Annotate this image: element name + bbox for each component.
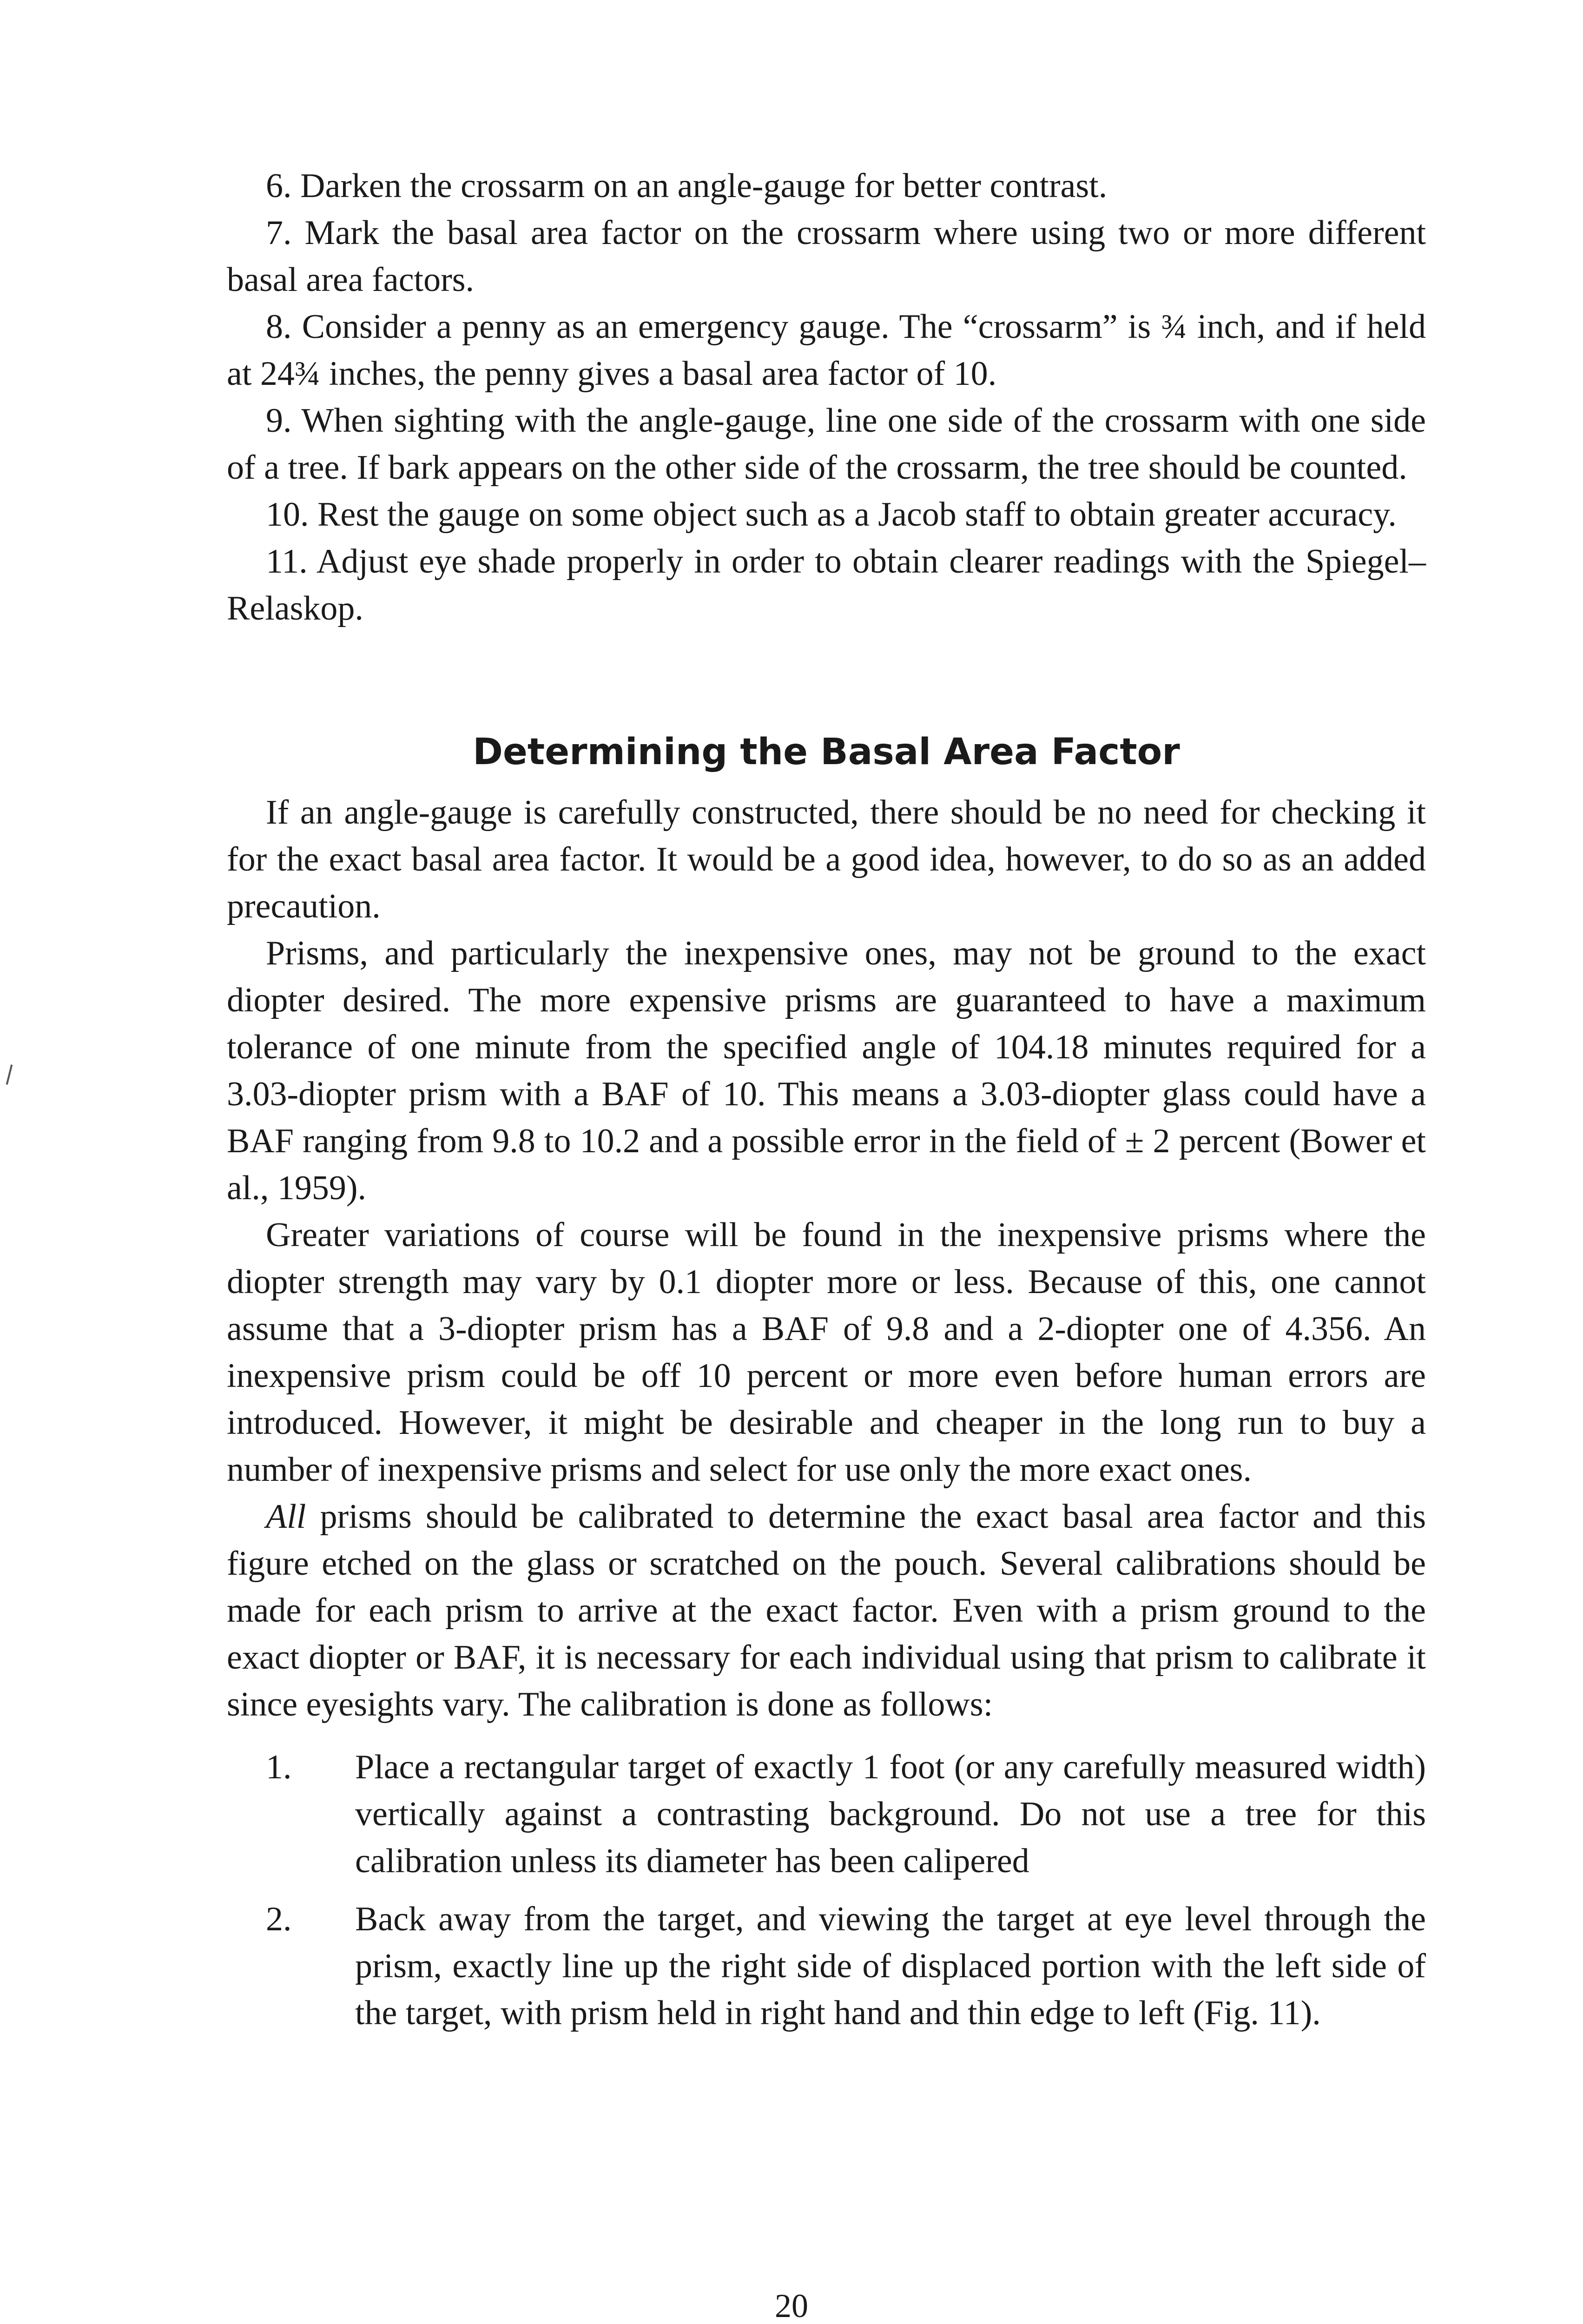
step-number: 2. xyxy=(266,1900,292,1938)
tip-7: 7. Mark the basal area factor on the crossarm where using two or more different basal area factors. xyxy=(227,214,1426,299)
tip-9: 9. When sighting with the angle-gauge, line one side of the crossarm with one side of a tree. If bark appears on the other side of the crossarm, the tree should be counted. xyxy=(227,402,1426,487)
calibration-step-2 xyxy=(266,1896,1426,2037)
calibration-step-1 xyxy=(266,1744,1426,1885)
stray-pen-mark xyxy=(6,1064,13,1085)
text-column xyxy=(227,163,1426,2037)
step-text: Back away from the target, and viewing the target at eye level through the prism, exactly line up the right side of displaced portion with the left side of the target, with prism held in right hand and thin edge to left (Fig. 11). xyxy=(355,1900,1426,2032)
calibration-text: prisms should be calibrated to determine the exact basal area factor and this figure etched on the glass or scratched on the pouch. Several calibrations should be made for each prism to arrive at the exact factor. Even with a prism ground to the exact diopter or BAF, it is necessary for each individual using that prism to calibrate it since eyesights vary. The calibration is done as follows: xyxy=(227,1498,1426,1723)
calibration-steps xyxy=(227,1744,1426,2037)
paragraph-angle-gauge: If an angle-gauge is carefully constructed, there should be no need for checking it for the exact basal area factor. It would be a good idea, however, to do so as an added precaution. xyxy=(227,793,1426,925)
tip-11: 11. Adjust eye shade properly in order to obtain clearer readings with the Spiegel–Relaskop. xyxy=(227,542,1426,627)
paragraph-prisms: Prisms, and particularly the inexpensive ones, may not be ground to the exact diopter desired. The more expensive prisms are guaranteed to have a maximum tolerance of one minute from the specified angle of 104.18 minutes required for a 3.03-diopter prism with a BAF of 10. This means a 3.03-diopter glass could have a BAF ranging from 9.8 to 10.2 and a possible error in the field of ± 2 percent (Bower et al., 1959). xyxy=(227,934,1426,1207)
paragraph-calibration xyxy=(227,1493,1426,1728)
page-number: 20 xyxy=(775,2287,808,2324)
tip-6: 6. Darken the crossarm on an angle-gauge for better contrast. xyxy=(266,167,1108,205)
step-number: 1. xyxy=(266,1748,292,1786)
section-heading: Determining the Basal Area Factor xyxy=(473,731,1180,773)
step-text: Place a rectangular target of exactly 1 foot (or any carefully measured width) vertically against a contrasting background. Do not use a tree for this calibration unless its diameter has been calipered xyxy=(355,1748,1426,1880)
tips-list xyxy=(227,163,1426,632)
calibration-lead-word: All xyxy=(266,1498,306,1536)
tip-8: 8. Consider a penny as an emergency gauge. The “crossarm” is ¾ inch, and if held at 24¾ inches, the penny gives a basal area factor of 10. xyxy=(227,308,1426,393)
paragraph-variations: Greater variations of course will be found in the inexpensive prisms where the diopter strength may vary by 0.1 diopter more or less. Because of this, one cannot assume that a 3-diopter prism has a BAF of 9.8 and a 2-diopter one of 4.356. An inexpensive prism could be off 10 percent or more even before human errors are introduced. However, it might be desirable and cheaper in the long run to buy a number of inexpensive prisms and select for use only the more exact ones. xyxy=(227,1216,1426,1489)
tip-10: 10. Rest the gauge on some object such as a Jacob staff to obtain greater accuracy. xyxy=(266,495,1397,534)
